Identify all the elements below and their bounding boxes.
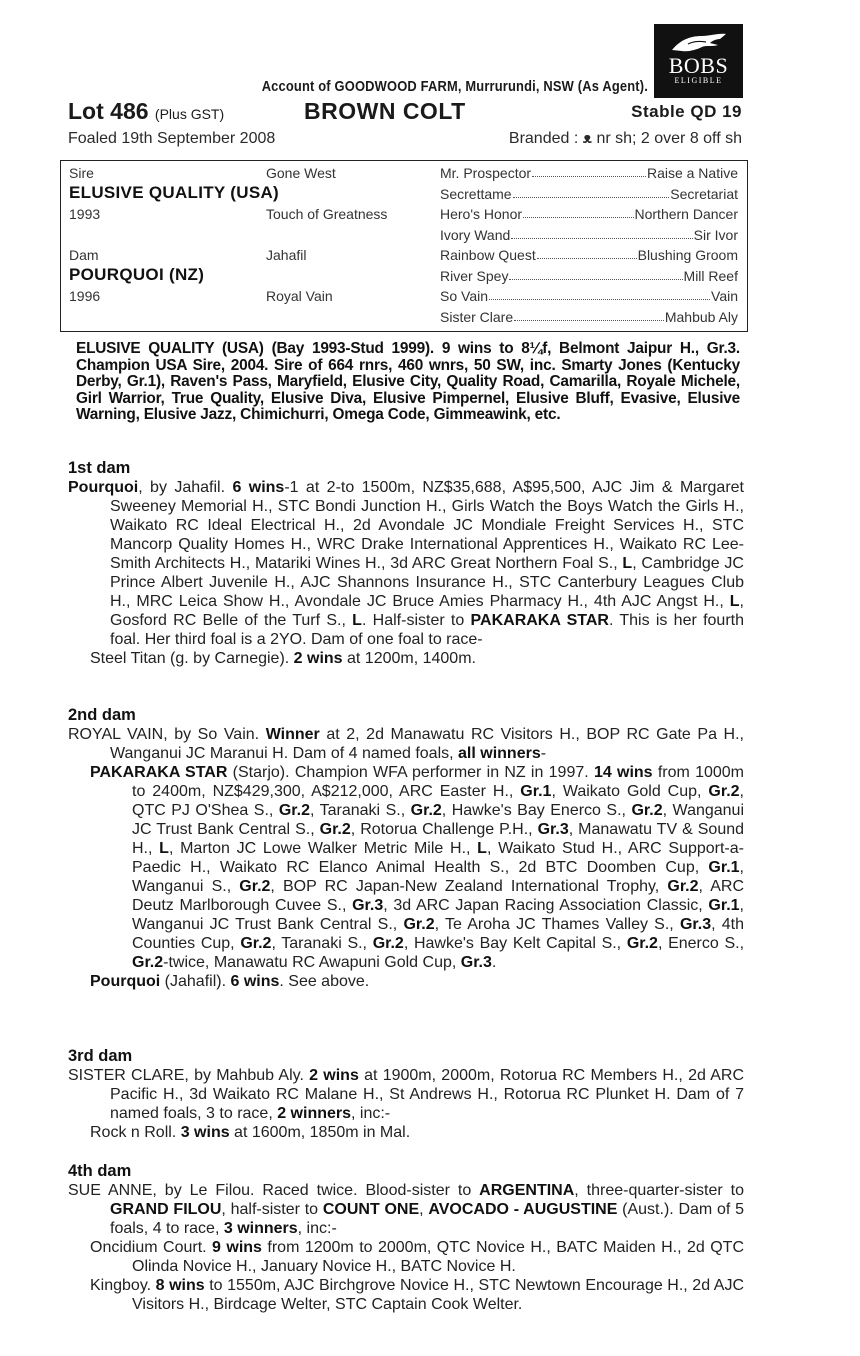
section-heading: 1st dam <box>68 459 131 477</box>
dam-sire: Jahafil <box>266 247 307 263</box>
sire-dam: Touch of Greatness <box>266 206 388 222</box>
lot-description: BROWN COLT <box>304 98 466 124</box>
dam-label: Dam <box>69 247 99 263</box>
gen3-left: Mr. Prospector <box>440 165 532 181</box>
progeny-entry: Kingboy. 8 wins to 1550m, AJC Birchgrove Novice H., STC Newtown Encourage H., 2d AJC Visitors H., Birdcage Welter, STC Captain Cook Welter. <box>90 1277 745 1313</box>
section-heading: 4th dam <box>68 1162 132 1180</box>
gen3-row <box>440 186 738 202</box>
gen3-right: Northern Dancer <box>634 206 738 222</box>
dam-year: 1996 <box>69 288 101 304</box>
progeny-entry: Steel Titan (g. by Carnegie). 2 wins at 1200m, 1400m. <box>90 650 476 667</box>
dam-paragraph: Pourquoi, by Jahafil. 6 wins-1 at 2-to 1500m, NZ$35,688, A$95,500, AJC Jim & Margaret Sweeney Memorial H., STC Bondi Junction H., Girls Watch the Boys Watch the Girls H., Waikato RC Ideal Electrical H., 2d Avondale JC Mondiale Freight Services H., STC Mancorp Quality Homes H., WRC Drake International Apprentices H., Waikato RC Lee-Smith Architects H., Matariki Wines H., 3d ARC Great Northern Foal S., L, Cambridge JC Prince Albert Juvenile H., AJC Shannons Insurance H., STC Canterbury Leagues Club H., MRC Leica Show H., Avondale JC Bruce Amies Pharmacy H., 4th AJC Angst H., L, Gosford RC Belle of the Turf S., L. Half-sister to PAKARAKA STAR. This is her fourth foal. Her third foal is a 2YO. Dam of one foal to race- <box>68 479 744 648</box>
dam-dam: Royal Vain <box>266 288 333 304</box>
gen3-left: Rainbow Quest <box>440 247 536 263</box>
gen3-row <box>440 247 738 263</box>
second-dam-section <box>68 705 744 991</box>
brand-mark-icon: ᴥ <box>582 130 592 147</box>
brand-info <box>509 130 742 148</box>
progeny-entry: Rock n Roll. 3 wins at 1600m, 1850m in Mal. <box>90 1124 411 1141</box>
fourth-dam-section <box>68 1161 744 1314</box>
third-dam-section <box>68 1046 744 1142</box>
logo-name: BOBS <box>668 53 729 78</box>
gen3-left: Secrettame <box>440 186 512 202</box>
gen3-left: Ivory Wand <box>440 227 511 243</box>
sire-label: Sire <box>69 165 94 181</box>
progeny-entry: Pourquoi (Jahafil). 6 wins. See above. <box>90 973 370 990</box>
sire-year: 1993 <box>69 206 101 222</box>
logo-sub: ELIGIBLE <box>674 76 723 85</box>
pedigree-table <box>60 160 748 332</box>
dam-paragraph: SISTER CLARE, by Mahbub Aly. 2 wins at 1900m, 2000m, Rotorua RC Members H., 2d ARC Pacific H., 3d Waikato RC Malane H., St Andrews H., Rotorua RC Plunket H. Dam of 7 named foals, 3 to race, 2 winners, inc:- <box>68 1067 745 1122</box>
stable-number: Stable QD 19 <box>631 102 742 121</box>
gen3-left: Hero's Honor <box>440 206 523 222</box>
gen3-row <box>440 288 738 304</box>
progeny-entry: PAKARAKA STAR (Starjo). Champion WFA performer in NZ in 1997. 14 wins from 1000m to 2400m, NZ$429,300, A$212,000, ARC Easter H., Gr.1, Waikato Gold Cup, Gr.2, QTC PJ O'Shea S., Gr.2, Taranaki S., Gr.2, Hawke's Bay Enerco S., Gr.2, Wanganui JC Trust Bank Central S., Gr.2, Rotorua Challenge P.H., Gr.3, Manawatu TV & Sound H., L, Marton JC Lowe Walker Metric Mile H., L, Waikato Stud H., ARC Support-a-Paedic H., Waikato RC Elanco Animal Health S., 2d BTC Doomben Cup, Gr.1, Wanganui S., Gr.2, BOP RC Japan-New Zealand International Trophy, Gr.2, ARC Deutz Marlborough Cuvee S., Gr.3, 3d ARC Japan Racing Association Classic, Gr.1, Wanganui JC Trust Bank Central S., Gr.2, Te Aroha JC Thames Valley S., Gr.3, 4th Counties Cup, Gr.2, Taranaki S., Gr.2, Hawke's Bay Kelt Capital S., Gr.2, Enerco S., Gr.2-twice, Manawatu RC Awapuni Gold Cup, Gr.3. <box>90 764 745 971</box>
dam-paragraph: SUE ANNE, by Le Filou. Raced twice. Blood-sister to ARGENTINA, three-quarter-sister to GRAND FILOU, half-sister to COUNT ONE, AVOCADO - AUGUSTINE (Aust.). Dam of 5 foals, 4 to race, 3 winners, inc:- <box>68 1182 745 1237</box>
branded-text: nr sh; 2 over 8 off sh <box>596 130 742 147</box>
progeny-entry: Oncidium Court. 9 wins from 1200m to 2000m, QTC Novice H., BATC Maiden H., 2d QTC Olinda Novice H., January Novice H., BATC Novice H. <box>90 1239 745 1275</box>
lot-number <box>68 98 224 125</box>
gen3-right: Secretariat <box>670 186 738 202</box>
dam-name: POURQUOI (NZ) <box>69 265 205 284</box>
section-heading: 3rd dam <box>68 1047 133 1065</box>
gen3-row <box>440 227 738 243</box>
gen3-left: So Vain <box>440 288 488 304</box>
gen3-right: Blushing Groom <box>637 247 738 263</box>
gen3-right: Mahbub Aly <box>664 309 738 325</box>
gen3-right: Vain <box>711 288 738 304</box>
bobs-eligible-logo <box>654 24 743 98</box>
sire-summary: ELUSIVE QUALITY (USA) (Bay 1993-Stud 1999). 9 wins to 8¼f, Belmont Jaipur H., Gr.3. Champion USA Sire, 2004. Sire of 664 rnrs, 460 wnrs, 50 SW, inc. Smarty Jones (Kentucky Derby, Gr.1), Raven's Pass, Maryfield, Elusive City, Quality Road, Camarilla, Royale Michele, Girl Warrior, True Quality, Elusive Diva, Elusive Pimpernel, Elusive Bluff, Evasive, Elusive Warning, Elusive Jazz, Chimichurri, Omega Code, Gimmeawink, etc. <box>76 340 740 424</box>
first-dam-section <box>68 458 744 668</box>
dam-paragraph: ROYAL VAIN, by So Vain. Winner at 2, 2d Manawatu RC Visitors H., BOP RC Gate Pa H., Wanganui JC Maranui H. Dam of 4 named foals, all winners- <box>68 726 744 762</box>
foaled-date: Foaled 19th September 2008 <box>68 130 276 147</box>
sire-sire: Gone West <box>266 165 336 181</box>
gen3-row <box>440 165 738 181</box>
gen3-row <box>440 268 738 284</box>
gen3-right: Mill Reef <box>683 268 738 284</box>
lot-line <box>68 98 744 128</box>
gen3-right: Sir Ivor <box>693 227 738 243</box>
section-heading: 2nd dam <box>68 706 136 724</box>
sire-name: ELUSIVE QUALITY (USA) <box>69 183 280 202</box>
gen3-right: Raise a Native <box>646 165 738 181</box>
gen3-left: River Spey <box>440 268 509 284</box>
plus-gst: (Plus GST) <box>154 106 225 122</box>
gen3-left: Sister Clare <box>440 309 514 325</box>
vendor-account: Account of GOODWOOD FARM, Murrurundi, NSW (As Agent). <box>261 78 648 95</box>
branded-label: Branded : <box>508 130 579 147</box>
lot-number-text: Lot 486 <box>68 98 149 124</box>
gen3-row <box>440 206 738 222</box>
gen3-row <box>440 309 738 325</box>
